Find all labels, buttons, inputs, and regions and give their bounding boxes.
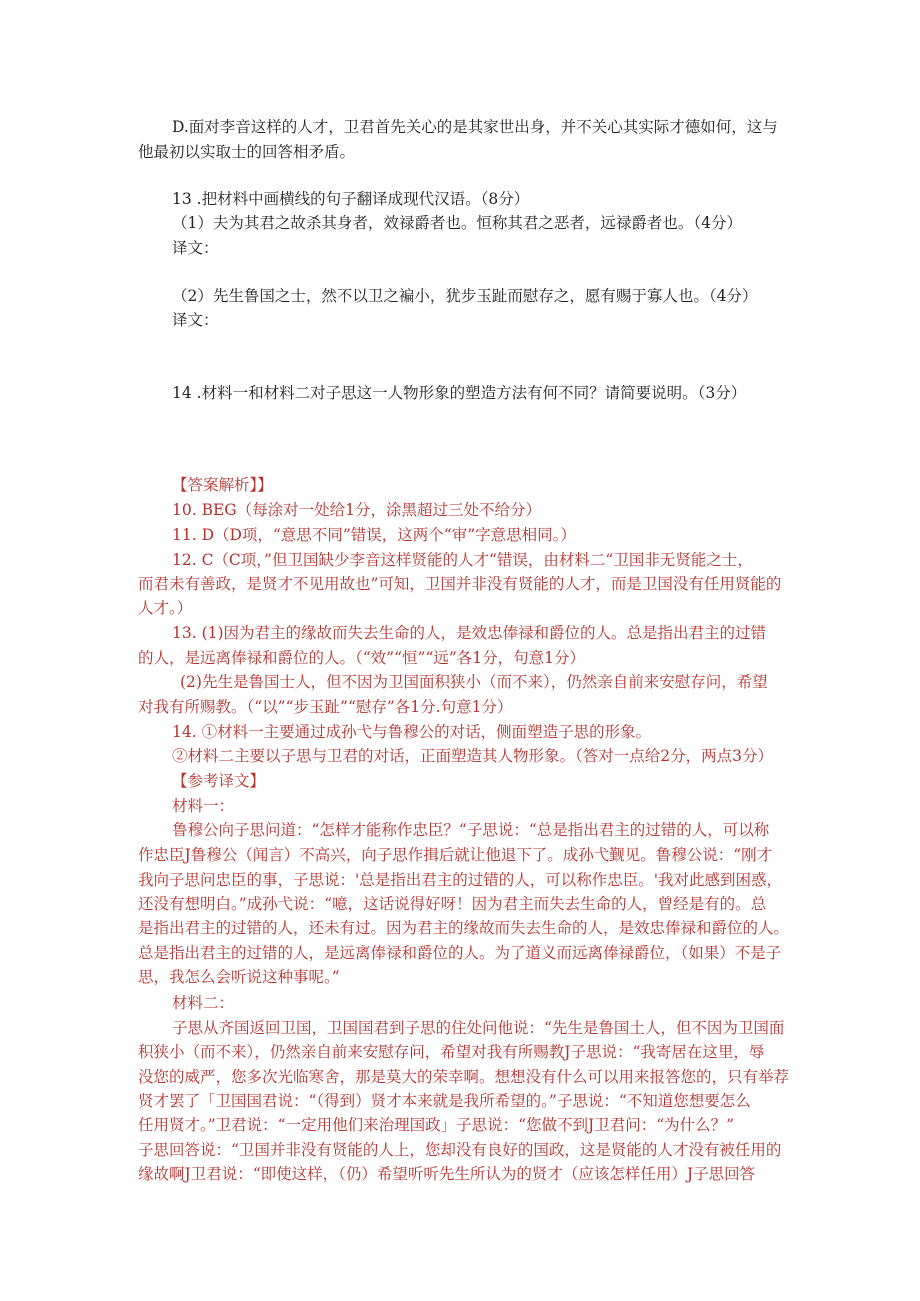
q13-part1-answer-label: 译文： [172,239,219,257]
answer-13-line1: 13. (1)因为君主的缘故而失去生命的人，是效忠俸禄和爵位的人。总是指出君主的过错 [172,624,767,642]
q13-title: 13 .把材料中画横线的句子翻译成现代汉语。（8分） [172,190,530,208]
material2-line5: 任用贤才。”卫君说：“一定用他们来治理国政」子思说：“您做不到J卫君问：“为什么？” [138,1116,735,1134]
material2-line7: 缘故啊J卫君说：“即使这样，（仍）希望听听先生所认为的贤才（应该怎样任用）J子思回答 [138,1165,756,1183]
material1-line5: 是指出君主的过错的人，还未有过。因为君主的缘故而失去生命的人，是效忠俸禄和爵位的人。 [138,919,790,937]
material1-line1: 鲁穆公向子思问道：“怎样才能称作忠臣？“子思说：“总是指出君主的过错的人，可以称 [172,821,770,839]
answer-12-line3: 人才。） [138,599,193,617]
q14-title: 14 .材料一和材料二对子思这一人物形象的塑造方法有何不同？请简要说明。（3分） [172,384,747,402]
q12-option-d-line2: 他最初以实取士的回答相矛盾。 [138,143,356,161]
q13-part2-answer-label: 译文： [172,311,219,329]
q13-part2: （2）先生鲁国之士，然不以卫之褊小，犹步玉趾而慰存之，愿有赐于寡人也。（4分） [172,287,758,305]
answer-13-line2: 的人，是远离俸禄和爵位的人。（“效”“恒”“远”各1分，句意1分） [138,649,586,667]
answer-12-line2: 而君未有善政，是贤才不见用故也”可知，卫国并非没有贤能的人才，而是卫国没有任用贤能的 [138,575,782,593]
material1-title: 材料一： [172,797,235,815]
answer-header: 【答案解析】】 [172,476,273,494]
material2-title: 材料二： [172,994,235,1012]
material2-line6: 子思回答说：“卫国并非没有贤能的人上，您却没有良好的国政，这是贤能的人才没有被任用的 [138,1141,782,1159]
material1-line7: 思，我怎么会听说这种事呢。” [138,968,340,986]
material2-line2: 积狭小（而不来），仍然亲自前来安慰存问，希望对我有所赐教J子思说：“我寄居在这里，辱 [138,1043,765,1061]
material1-line4: 还没有想明白。”成孙弋说：“噫，这话说得好呀！因为君主而失去生命的人，曾经是有的。总 [138,895,767,913]
material2-line1: 子思从齐国返回卫国，卫国国君到子思的住处问他说：“先生是鲁国土人，但不因为卫国面 [172,1019,785,1037]
material2-line4: 贤才罢了「卫国国君说：“（得到）贤才本来就是我所希望的。”子思说：“不知道您想要怎么 [138,1092,751,1110]
answer-14-line1: 14. ①材料一主要通过成孙弋与鲁穆公的对话，侧面塑造子思的形象。 [172,723,652,741]
q13-part1: （1）夫为其君之故杀其身者，效禄爵者也。恒称其君之恶者，远禄爵者也。（4分） [172,214,742,232]
answer-10: 10. BEG（每涂对一处给1分，涂黑超过三处不给分） [172,501,542,519]
q12-option-d-line1: D.面对李音这样的人才，卫君首先关心的是其家世出身，并不关心其实际才德如何，这与 [172,118,778,136]
reference-translation-header: 【参考译文】 [172,772,266,790]
answer-14-line2: ②材料二主要以子思与卫君的对话，正面塑造其人物形象。（答对一点给2分，两点3分） [172,747,773,765]
answer-13-line3: (2)先生是鲁国士人，但不因为卫国面积狭小（而不来），仍然亲自前来安慰存问，希望 [180,673,768,691]
material1-line6: 总是指出君主的过错的人，是远离俸禄和爵位的人。为了道义而远离俸禄爵位，（如果）不是子 [138,944,782,962]
answer-11: 11. D（D项，“意思不同”错误，这两个“审”字意思相同。） [172,526,576,544]
answer-12-line1: 12. C（C项，”但卫国缺少李音这样贤能的人才“错误，由材料二“卫国非无贤能之士， [172,551,753,569]
answer-13-line4: 对我有所赐教。（“以”“步玉趾”“慰存”各1分.句意1分） [138,698,513,716]
material1-line2: 作忠臣J鲁穆公（闻言）不高兴，向子思作揖后就让他退下了。成孙弋觐见。鲁穆公说：“刚才 [138,846,773,864]
material2-line3: 没您的威严，您多次光临寒舍，那是莫大的荣幸啊。想想没有什么可以用来报答您的，只有举荐 [138,1068,790,1086]
material1-line3: 我向子思问忠臣的事，子思说：'总是指出君主的过错的人，可以称作忠臣。'我对此感到困惑， [138,871,783,889]
